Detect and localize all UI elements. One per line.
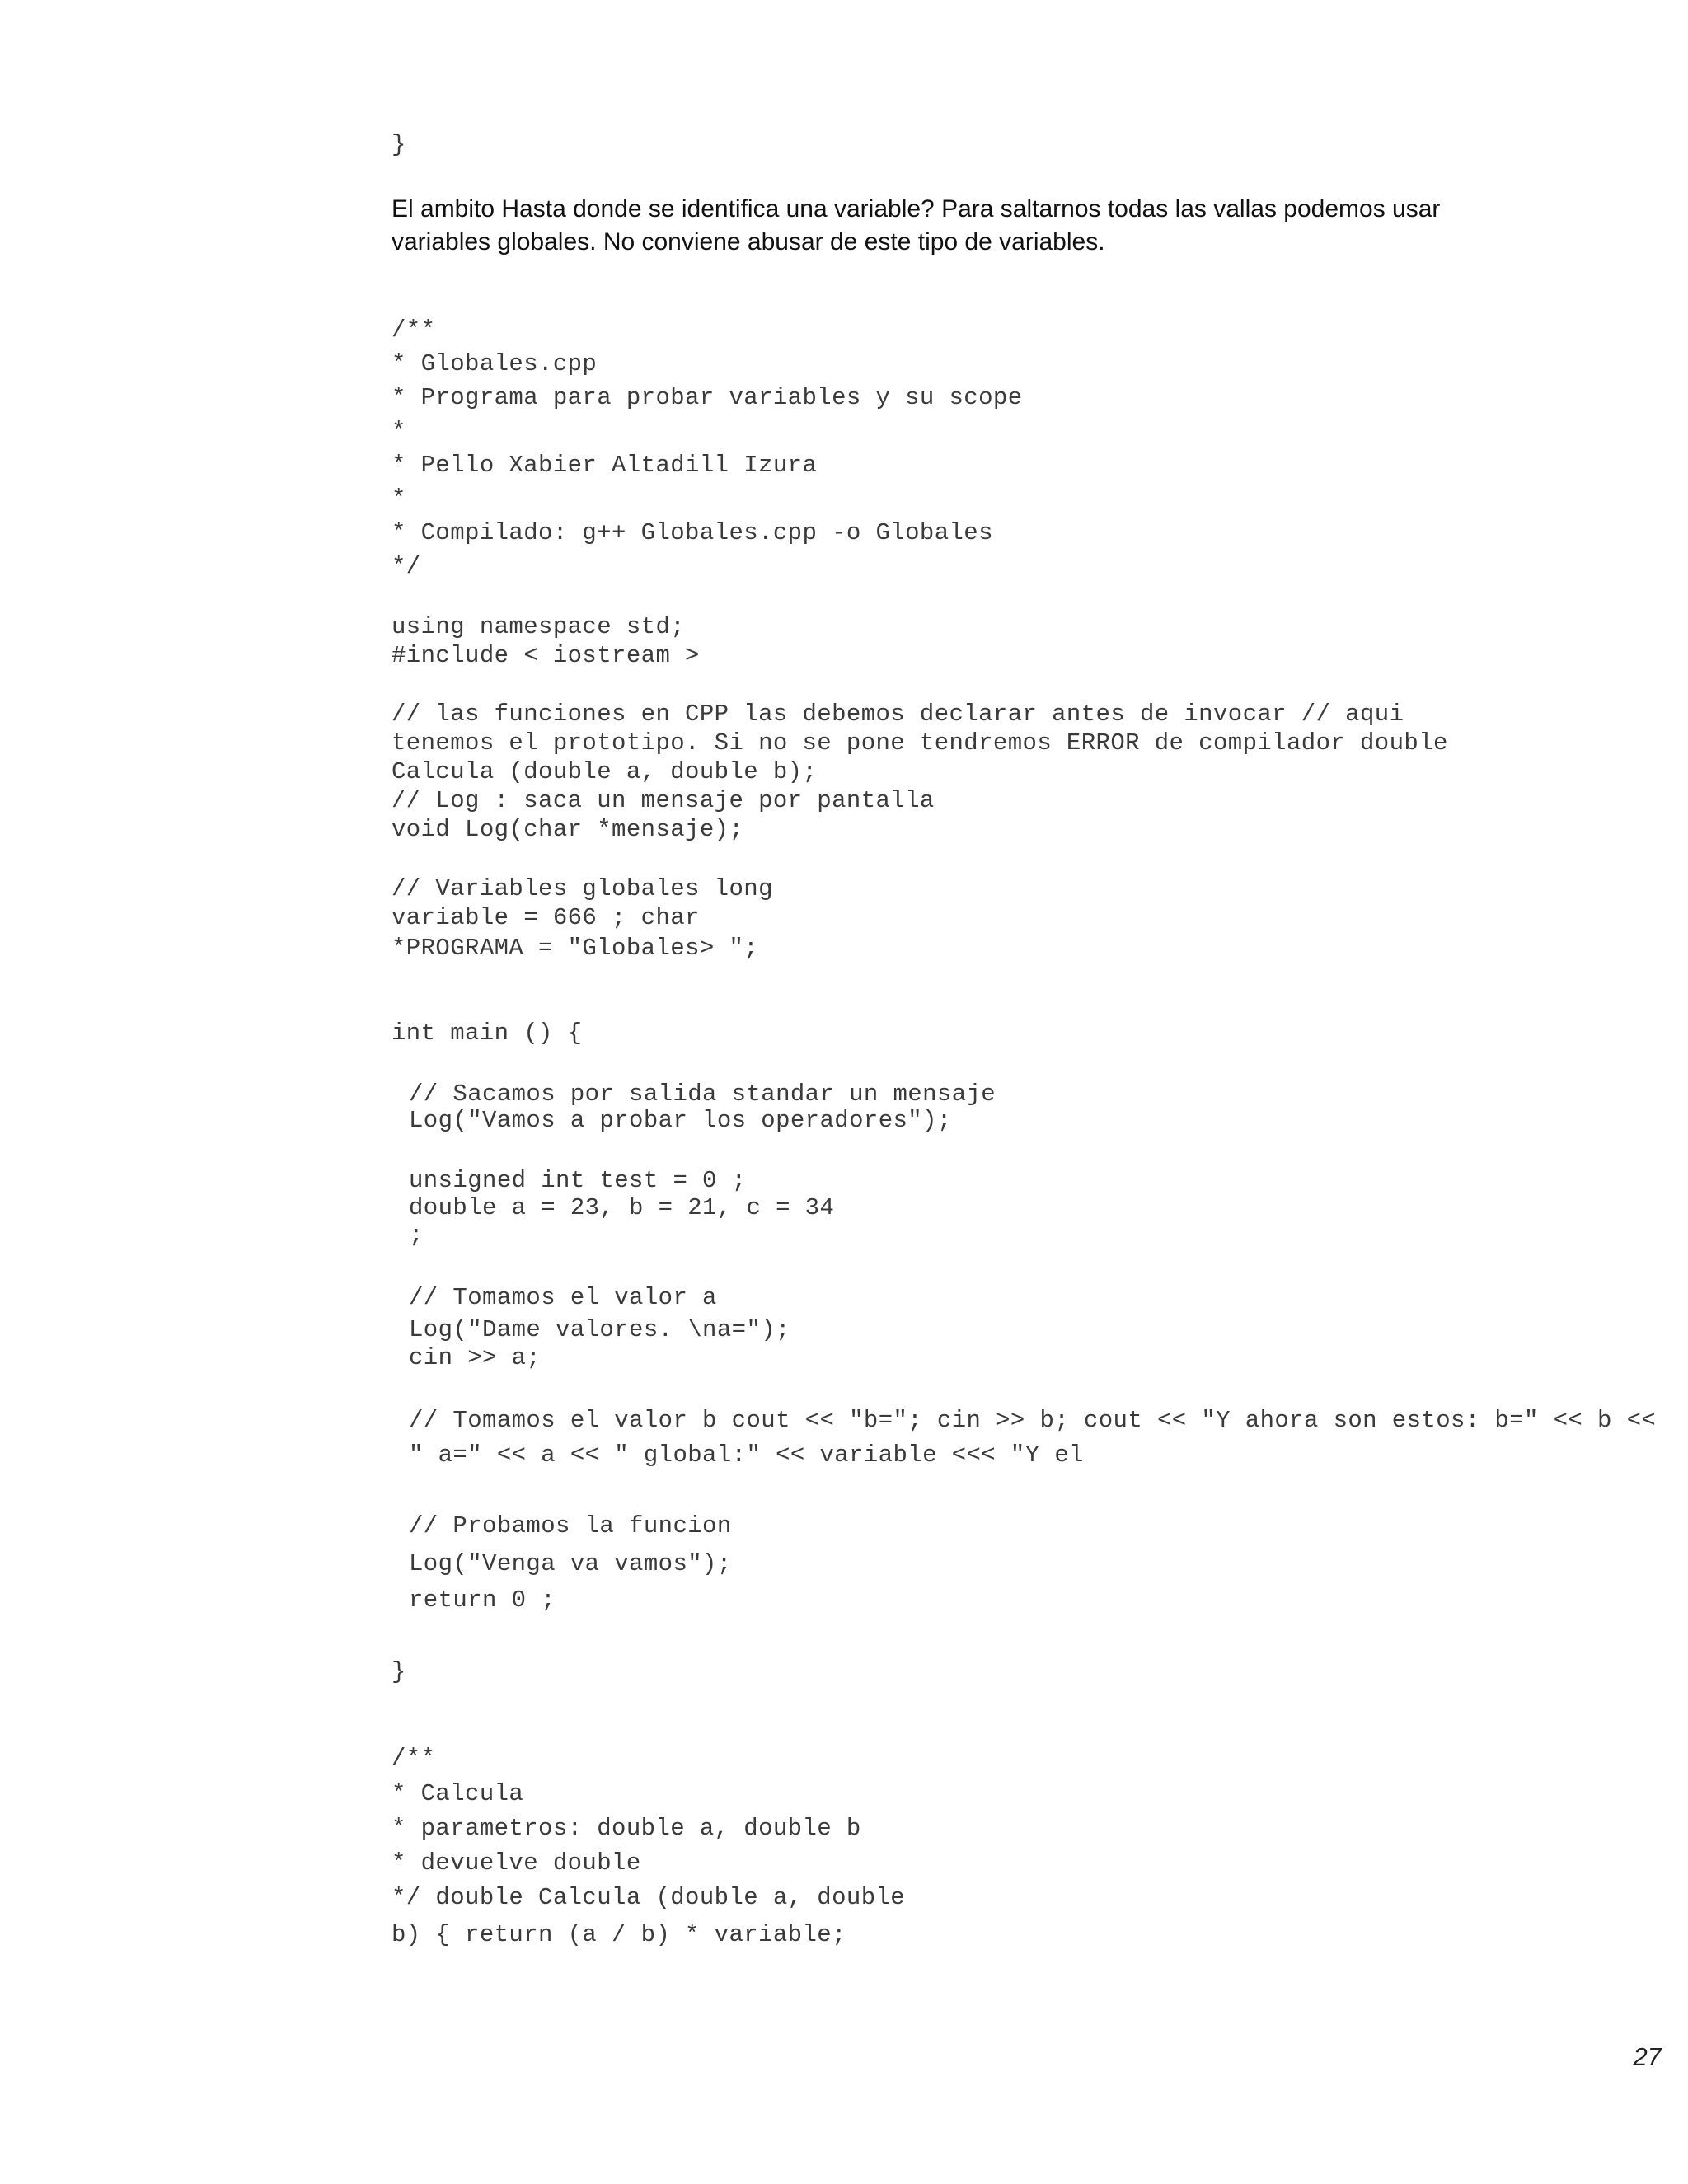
code-line: Log("Vamos a probar los operadores"); [409, 1107, 952, 1134]
main-closing-brace: } [392, 1658, 406, 1685]
closing-brace-top: } [392, 131, 406, 158]
code-line: unsigned int test = 0 ; [409, 1167, 747, 1194]
prototypes-block [392, 700, 1448, 844]
code-line: // Log : saca un mensaje por pantalla [392, 787, 935, 814]
code-line: #include < iostream > [392, 642, 700, 669]
main-block-3 [409, 1283, 790, 1372]
paragraph-text [392, 193, 1545, 259]
code-line: /** [392, 1745, 436, 1772]
main-block-1 [409, 1080, 996, 1135]
code-line: // Tomamos el valor a [409, 1284, 717, 1311]
code-line: // Variables globales long [392, 875, 773, 902]
globals-block [392, 872, 773, 965]
code-line: // Tomamos el valor b cout << "b="; cin >> b; cout << "Y ahora son estos: b=" << b << [409, 1407, 1657, 1434]
main-block-5 [409, 1509, 732, 1617]
code-line: * Calcula [392, 1780, 524, 1807]
code-line: b) { return (a / b) * variable; [392, 1921, 846, 1948]
code-line: * Compilado: g++ Globales.cpp -o Globales [392, 519, 993, 546]
code-line: double a = 23, b = 21, c = 34 [409, 1194, 835, 1221]
code-line: // Probamos la funcion [409, 1512, 732, 1540]
code-line: Calcula (double a, double b); [392, 758, 818, 785]
code-line: * devuelve double [392, 1849, 641, 1877]
code-line: * Globales.cpp [392, 350, 598, 377]
paragraph-line-2: variables globales. No conviene abusar de este tipo de variables. [392, 228, 1105, 255]
code-line: // las funciones en CPP las debemos declarar antes de invocar // aqui [392, 701, 1404, 728]
page-number: 27 [1633, 2042, 1662, 2071]
code-line: void Log(char *mensaje); [392, 816, 744, 843]
code-line: * Programa para probar variables y su scope [392, 384, 1023, 411]
code-line: * parametros: double a, double b [392, 1815, 861, 1842]
code-line: * [392, 485, 406, 513]
paragraph-line-1: El ambito Hasta donde se identifica una variable? Para saltarnos todas las vallas podemos usar [392, 195, 1441, 223]
code-line: // Sacamos por salida standar un mensaje [409, 1080, 996, 1108]
code-line: */ [392, 553, 421, 580]
header-comment-block [392, 313, 1023, 583]
code-line: variable = 666 ; char [392, 904, 700, 931]
main-block-4 [409, 1404, 1656, 1472]
code-line: * Pello Xabier Altadill Izura [392, 452, 818, 479]
code-line: Log("Dame valores. \na="); [409, 1316, 790, 1343]
main-function-header: int main () { [392, 1019, 583, 1047]
code-line: *PROGRAMA = "Globales> "; [392, 935, 759, 962]
main-block-2 [409, 1166, 834, 1249]
code-line: */ double Calcula (double a, double [392, 1884, 906, 1911]
code-line: " a=" << a << " global:" << variable <<< "Y el [409, 1441, 1084, 1469]
code-line: * [392, 418, 406, 445]
code-line: tenemos el prototipo. Si no se pone tendremos ERROR de compilador double [392, 729, 1448, 757]
code-line: Log("Venga va vamos"); [409, 1550, 732, 1577]
calcula-comment-block [392, 1741, 905, 1952]
code-line: ; [409, 1221, 424, 1249]
code-line: return 0 ; [409, 1586, 556, 1614]
code-line: using namespace std; [392, 613, 686, 640]
code-line: cin >> a; [409, 1344, 542, 1371]
includes-block [392, 612, 700, 670]
code-line: /** [392, 316, 436, 344]
